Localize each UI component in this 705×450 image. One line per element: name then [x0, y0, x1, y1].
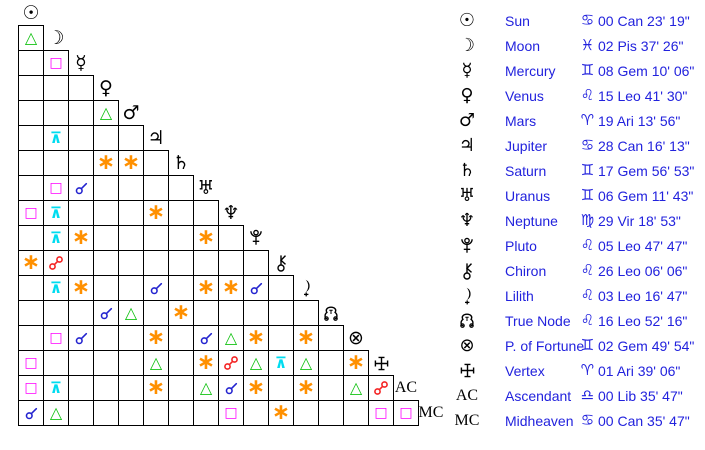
aspect-cell-saturn-sun: [18, 150, 44, 176]
aspect-cell-fortune-sun: [18, 325, 44, 351]
mercury-glyph: ☿: [461, 59, 473, 81]
aspect-cell-neptune-saturn: [168, 200, 194, 226]
aspect-cell-pluto-jupiter: [143, 225, 169, 251]
planet-position: 15 Leo 41' 30": [598, 87, 688, 104]
trine-icon: △: [299, 353, 313, 372]
aspect-cell-ascendant-neptune: [218, 375, 244, 401]
aspect-cell-jupiter-mercury: [68, 125, 94, 151]
aspect-cell-lilith-venus: [93, 275, 119, 301]
planet-name: Neptune: [505, 212, 558, 229]
planet-row-ascendant: [455, 383, 705, 408]
planet-row-saturn: [455, 158, 705, 183]
aspect-cell-chiron-mercury: [68, 250, 94, 276]
aspect-cell-fortune-node: [318, 325, 344, 351]
aspect-cell-ascendant-vertex: [368, 375, 394, 401]
conjunction-icon: [225, 382, 238, 395]
sextile-icon: ∗: [146, 375, 166, 400]
square-icon: □: [49, 330, 63, 346]
aspect-cell-midheaven-ascendant: [393, 400, 419, 426]
aspect-cell-lilith-mercury: [68, 275, 94, 301]
planet-position: 08 Gem 10' 06": [598, 62, 695, 79]
aspect-cell-neptune-mars: [118, 200, 144, 226]
aspect-cell-midheaven-saturn: [168, 400, 194, 426]
aspect-cell-node-mars: [118, 300, 144, 326]
aspect-cell-saturn-jupiter: [143, 150, 169, 176]
planet-row-uranus: [455, 183, 705, 208]
aspect-cell-saturn-mars: [118, 150, 144, 176]
true-node-glyph: [455, 313, 479, 328]
trine-icon: △: [49, 403, 63, 422]
aspect-cell-chiron-mars: [118, 250, 144, 276]
aspect-cell-pluto-mars: [118, 225, 144, 251]
quincunx-icon: ⊼: [49, 128, 63, 147]
aspect-cell-chiron-jupiter: [143, 250, 169, 276]
planet-row-jupiter: [455, 133, 705, 158]
sun-glyph: ☉: [22, 1, 40, 24]
planet-row-node: [455, 308, 705, 333]
aspect-cell-midheaven-pluto: [243, 400, 269, 426]
planet-name: Chiron: [505, 262, 547, 279]
planet-name: Venus: [505, 87, 544, 104]
aspect-cell-saturn-moon: [43, 150, 69, 176]
conjunction-icon: [25, 407, 38, 420]
quincunx-icon: ⊼: [49, 278, 63, 297]
square-icon: □: [24, 380, 38, 396]
aspect-cell-ascendant-jupiter: [143, 375, 169, 401]
planet-row-lilith: [455, 283, 705, 308]
planet-position: 03 Leo 16' 47": [598, 287, 688, 304]
aspect-cell-mercury-moon: [43, 50, 69, 76]
aspect-cell-vertex-uranus: [193, 350, 219, 376]
aspect-cell-lilith-saturn: [168, 275, 194, 301]
venus-glyph: ♀: [99, 76, 113, 99]
mars-glyph: ♂: [458, 109, 476, 131]
moon-glyph: ☽: [47, 26, 65, 49]
sign-icon-cancer: ♋: [580, 11, 595, 29]
aspect-cell-ascendant-uranus: [193, 375, 219, 401]
neptune-glyph: ♆: [458, 209, 476, 231]
aspect-cell-ascendant-mercury: [68, 375, 94, 401]
aspect-cell-neptune-mercury: [68, 200, 94, 226]
aspect-cell-pluto-uranus: [193, 225, 219, 251]
aspect-cell-uranus-jupiter: [143, 175, 169, 201]
saturn-glyph: ♄: [172, 151, 190, 174]
aspect-cell-vertex-neptune: [218, 350, 244, 376]
aspect-cell-chiron-pluto: [243, 250, 269, 276]
planet-row-fortune: [455, 333, 705, 358]
aspect-cell-node-sun: [18, 300, 44, 326]
sign-icon-leo: ♌: [580, 86, 595, 104]
sextile-icon: ∗: [296, 325, 316, 350]
aspect-cell-fortune-neptune: [218, 325, 244, 351]
aspect-cell-chiron-moon: [43, 250, 69, 276]
planet-position: 05 Leo 47' 47": [598, 237, 688, 254]
trine-icon: △: [149, 353, 163, 372]
planet-name: Saturn: [505, 162, 547, 179]
aspect-cell-venus-mercury: [68, 75, 94, 101]
square-icon: □: [24, 205, 38, 221]
sign-icon-aries: ♈: [580, 361, 595, 379]
aspect-cell-neptune-sun: [18, 200, 44, 226]
sign-icon-leo: ♌: [580, 261, 595, 279]
aspect-cell-vertex-fortune: [343, 350, 369, 376]
aspect-cell-vertex-saturn: [168, 350, 194, 376]
aspect-cell-midheaven-uranus: [193, 400, 219, 426]
planet-name: Jupiter: [505, 137, 548, 154]
sextile-icon: ∗: [246, 325, 266, 350]
aspect-cell-lilith-jupiter: [143, 275, 169, 301]
aspect-cell-uranus-sun: [18, 175, 44, 201]
planet-position-panel: [455, 8, 705, 433]
trine-icon: △: [199, 378, 213, 397]
aspect-cell-fortune-jupiter: [143, 325, 169, 351]
sign-icon-leo: ♌: [580, 311, 595, 329]
trine-icon: △: [224, 328, 238, 347]
planet-row-pluto: [455, 233, 705, 258]
aspect-cell-pluto-mercury: [68, 225, 94, 251]
sextile-icon: ∗: [346, 350, 366, 375]
aspect-cell-chiron-neptune: [218, 250, 244, 276]
aspect-cell-fortune-mars: [118, 325, 144, 351]
square-icon: □: [49, 180, 63, 196]
planet-row-moon: [455, 33, 705, 58]
neptune-glyph: ♆: [222, 201, 240, 224]
sextile-icon: ∗: [146, 325, 166, 350]
aspect-cell-ascendant-venus: [93, 375, 119, 401]
aspect-cell-chiron-venus: [93, 250, 119, 276]
midheaven-label: MC: [418, 404, 444, 421]
pluto-glyph: [455, 237, 479, 255]
conjunction-icon: [100, 307, 113, 320]
square-icon: □: [24, 355, 38, 371]
aspect-cell-chiron-sun: [18, 250, 44, 276]
planet-row-mercury: [455, 58, 705, 83]
aspect-cell-vertex-sun: [18, 350, 44, 376]
aspect-cell-fortune-saturn: [168, 325, 194, 351]
aspect-cell-mars-sun: [18, 100, 44, 126]
planet-position: 16 Leo 52' 16": [598, 312, 688, 329]
aspect-cell-midheaven-sun: [18, 400, 44, 426]
aspect-cell-lilith-sun: [18, 275, 44, 301]
quincunx-icon: ⊼: [49, 378, 63, 397]
aspect-cell-uranus-moon: [43, 175, 69, 201]
aspect-cell-pluto-venus: [93, 225, 119, 251]
aspect-cell-ascendant-saturn: [168, 375, 194, 401]
planet-name: Uranus: [505, 187, 551, 204]
aspect-cell-midheaven-mercury: [68, 400, 94, 426]
aspect-cell-fortune-lilith: [293, 325, 319, 351]
chiron-glyph: [268, 250, 294, 276]
aspect-cell-neptune-jupiter: [143, 200, 169, 226]
quincunx-icon: ⊼: [49, 228, 63, 247]
aspect-cell-lilith-uranus: [193, 275, 219, 301]
aspect-cell-fortune-mercury: [68, 325, 94, 351]
chiron-glyph: [455, 262, 479, 280]
aspect-cell-lilith-neptune: [218, 275, 244, 301]
planet-position: 06 Gem 11' 43": [598, 187, 694, 204]
planet-row-neptune: [455, 208, 705, 233]
planet-position: 29 Vir 18' 53": [598, 212, 681, 229]
aspect-cell-chiron-uranus: [193, 250, 219, 276]
conjunction-icon: [150, 282, 163, 295]
saturn-glyph: ♄: [458, 159, 476, 181]
part-of-fortune-glyph: ⊗: [459, 334, 475, 356]
sextile-icon: ∗: [71, 275, 91, 300]
aspect-cell-lilith-chiron: [268, 275, 294, 301]
sign-icon-pisces: ♓: [580, 36, 595, 54]
planet-name: Mercury: [505, 62, 556, 79]
planet-position: 19 Ari 13' 56": [598, 112, 681, 129]
trine-icon: △: [24, 28, 38, 47]
jupiter-glyph: ♃: [458, 134, 476, 156]
planet-position: 00 Can 23' 19": [598, 12, 690, 29]
sextile-icon: ∗: [246, 375, 266, 400]
aspect-cell-midheaven-jupiter: [143, 400, 169, 426]
sign-icon-gemini: ♊: [580, 336, 595, 354]
aspect-cell-node-lilith: [293, 300, 319, 326]
sextile-icon: ∗: [296, 375, 316, 400]
moon-glyph: ☽: [458, 34, 476, 56]
aspect-cell-vertex-jupiter: [143, 350, 169, 376]
sign-icon-leo: ♌: [580, 286, 595, 304]
opposition-icon: [374, 381, 388, 395]
sign-icon-gemini: ♊: [580, 161, 595, 179]
aspect-cell-node-pluto: [243, 300, 269, 326]
sign-icon-cancer: ♋: [580, 411, 595, 429]
planet-position: 00 Lib 35' 47": [598, 387, 683, 404]
aspect-cell-jupiter-venus: [93, 125, 119, 151]
aspect-cell-midheaven-neptune: [218, 400, 244, 426]
aspect-cell-lilith-moon: [43, 275, 69, 301]
aspect-cell-saturn-mercury: [68, 150, 94, 176]
aspect-cell-node-moon: [43, 300, 69, 326]
vertex-glyph: [368, 350, 394, 376]
planet-name: Lilith: [505, 287, 534, 304]
aspect-cell-node-venus: [93, 300, 119, 326]
planet-name: Midheaven: [505, 412, 574, 429]
aspect-cell-lilith-pluto: [243, 275, 269, 301]
aspect-cell-midheaven-moon: [43, 400, 69, 426]
planet-row-venus: [455, 83, 705, 108]
trine-icon: △: [124, 303, 138, 322]
conjunction-icon: [75, 332, 88, 345]
aspect-cell-venus-sun: [18, 75, 44, 101]
aspect-cell-ascendant-fortune: [343, 375, 369, 401]
aspect-cell-node-chiron: [268, 300, 294, 326]
ascendant-label: AC: [394, 379, 418, 396]
planet-name: P. of Fortune: [505, 337, 585, 354]
sextile-icon: ∗: [71, 225, 91, 250]
part-of-fortune-glyph: ⊗: [348, 326, 364, 349]
opposition-icon: [224, 356, 238, 370]
aspect-cell-jupiter-sun: [18, 125, 44, 151]
sign-icon-aries: ♈: [580, 111, 595, 129]
aspect-cell-midheaven-venus: [93, 400, 119, 426]
pluto-glyph: [243, 225, 269, 251]
aspect-cell-vertex-mars: [118, 350, 144, 376]
opposition-icon: [49, 256, 63, 270]
sextile-icon: ∗: [196, 350, 216, 375]
aspect-cell-pluto-saturn: [168, 225, 194, 251]
aspect-cell-ascendant-chiron: [268, 375, 294, 401]
aspect-cell-vertex-mercury: [68, 350, 94, 376]
sextile-icon: ∗: [21, 250, 41, 275]
aspect-cell-jupiter-moon: [43, 125, 69, 151]
aspect-cell-ascendant-mars: [118, 375, 144, 401]
aspect-cell-ascendant-node: [318, 375, 344, 401]
aspect-cell-mars-mercury: [68, 100, 94, 126]
sextile-icon: ∗: [271, 400, 291, 425]
aspect-cell-fortune-moon: [43, 325, 69, 351]
sign-icon-cancer: ♋: [580, 136, 595, 154]
sign-icon-leo: ♌: [580, 236, 595, 254]
aspect-cell-saturn-venus: [93, 150, 119, 176]
sextile-icon: ∗: [146, 200, 166, 225]
aspect-cell-neptune-uranus: [193, 200, 219, 226]
aspect-cell-neptune-venus: [93, 200, 119, 226]
aspect-cell-jupiter-mars: [118, 125, 144, 151]
planet-name: Ascendant: [505, 387, 572, 404]
mars-glyph: ♂: [122, 101, 140, 124]
aspect-cell-node-jupiter: [143, 300, 169, 326]
sign-icon-libra: ♎: [580, 386, 595, 404]
sun-glyph: ☉: [458, 9, 476, 31]
planet-row-chiron: [455, 258, 705, 283]
jupiter-glyph: ♃: [147, 126, 165, 149]
trine-icon: △: [349, 378, 363, 397]
aspect-cell-node-saturn: [168, 300, 194, 326]
square-icon: □: [374, 405, 388, 421]
aspect-cell-mercury-sun: [18, 50, 44, 76]
planet-position: 01 Ari 39' 06": [598, 362, 681, 379]
uranus-glyph: ♅: [197, 176, 215, 199]
true-node-glyph: [318, 300, 344, 326]
aspect-cell-midheaven-lilith: [293, 400, 319, 426]
sextile-icon: ∗: [196, 275, 216, 300]
planet-name: Pluto: [505, 237, 537, 254]
aspect-cell-fortune-venus: [93, 325, 119, 351]
square-icon: □: [49, 55, 63, 71]
aspect-cell-vertex-moon: [43, 350, 69, 376]
lilith-glyph: [455, 287, 479, 305]
aspect-cell-node-uranus: [193, 300, 219, 326]
ascendant-label: AC: [455, 386, 479, 404]
aspect-cell-neptune-moon: [43, 200, 69, 226]
aspect-cell-vertex-chiron: [268, 350, 294, 376]
aspect-cell-uranus-mercury: [68, 175, 94, 201]
trine-icon: △: [99, 103, 113, 122]
aspect-cell-chiron-saturn: [168, 250, 194, 276]
sextile-icon: ∗: [196, 225, 216, 250]
aspect-cell-uranus-venus: [93, 175, 119, 201]
aspect-cell-node-mercury: [68, 300, 94, 326]
lilith-glyph: [293, 275, 319, 301]
sign-icon-gemini: ♊: [580, 186, 595, 204]
quincunx-icon: ⊼: [274, 353, 288, 372]
aspect-cell-node-neptune: [218, 300, 244, 326]
square-icon: □: [399, 405, 413, 421]
aspect-cell-vertex-pluto: [243, 350, 269, 376]
planet-position: 02 Gem 49' 54": [598, 337, 695, 354]
aspect-cell-mars-moon: [43, 100, 69, 126]
aspect-cell-mars-venus: [93, 100, 119, 126]
planet-row-vertex: [455, 358, 705, 383]
aspect-cell-uranus-mars: [118, 175, 144, 201]
aspect-cell-moon-sun: [18, 25, 44, 51]
planet-position: 17 Gem 56' 53": [598, 162, 695, 179]
sign-icon-gemini: ♊: [580, 61, 595, 79]
aspect-cell-venus-moon: [43, 75, 69, 101]
uranus-glyph: ♅: [458, 184, 476, 206]
planet-position: 02 Pis 37' 26": [598, 37, 684, 54]
aspect-cell-fortune-chiron: [268, 325, 294, 351]
aspect-cell-pluto-neptune: [218, 225, 244, 251]
sextile-icon: ∗: [221, 275, 241, 300]
aspect-cell-ascendant-sun: [18, 375, 44, 401]
mercury-glyph: ☿: [75, 51, 87, 74]
aspect-cell-midheaven-vertex: [368, 400, 394, 426]
aspect-cell-uranus-saturn: [168, 175, 194, 201]
planet-position: 00 Can 35' 47": [598, 412, 690, 429]
planet-name: Mars: [505, 112, 537, 129]
planet-position: 26 Leo 06' 06": [598, 262, 688, 279]
planet-position: 28 Can 16' 13": [598, 137, 690, 154]
conjunction-icon: [75, 182, 88, 195]
aspect-cell-midheaven-node: [318, 400, 344, 426]
aspect-cell-pluto-sun: [18, 225, 44, 251]
aspect-cell-midheaven-mars: [118, 400, 144, 426]
aspect-cell-ascendant-lilith: [293, 375, 319, 401]
planet-name: True Node: [505, 312, 571, 329]
planet-row-midheaven: [455, 408, 705, 433]
aspect-cell-midheaven-chiron: [268, 400, 294, 426]
aspect-cell-ascendant-pluto: [243, 375, 269, 401]
square-icon: □: [224, 405, 238, 421]
aspect-cell-vertex-node: [318, 350, 344, 376]
aspect-cell-vertex-lilith: [293, 350, 319, 376]
aspect-cell-vertex-venus: [93, 350, 119, 376]
aspect-cell-fortune-uranus: [193, 325, 219, 351]
trine-icon: △: [249, 353, 263, 372]
planet-row-mars: [455, 108, 705, 133]
conjunction-icon: [250, 282, 263, 295]
planet-name: Moon: [505, 37, 541, 54]
sign-icon-virgo: ♍: [580, 211, 595, 229]
sextile-icon: ∗: [121, 150, 141, 175]
sextile-icon: ∗: [96, 150, 116, 175]
planet-name: Vertex: [505, 362, 545, 379]
planet-row-sun: [455, 8, 705, 33]
aspect-cell-lilith-mars: [118, 275, 144, 301]
quincunx-icon: ⊼: [49, 203, 63, 222]
conjunction-icon: [200, 332, 213, 345]
sextile-icon: ∗: [171, 300, 191, 325]
venus-glyph: ♀: [460, 84, 474, 106]
midheaven-label: MC: [454, 411, 480, 429]
vertex-glyph: [455, 363, 479, 378]
aspect-cell-midheaven-fortune: [343, 400, 369, 426]
aspect-cell-fortune-pluto: [243, 325, 269, 351]
aspect-cell-pluto-moon: [43, 225, 69, 251]
planet-name: Sun: [505, 12, 530, 29]
aspect-cell-ascendant-moon: [43, 375, 69, 401]
